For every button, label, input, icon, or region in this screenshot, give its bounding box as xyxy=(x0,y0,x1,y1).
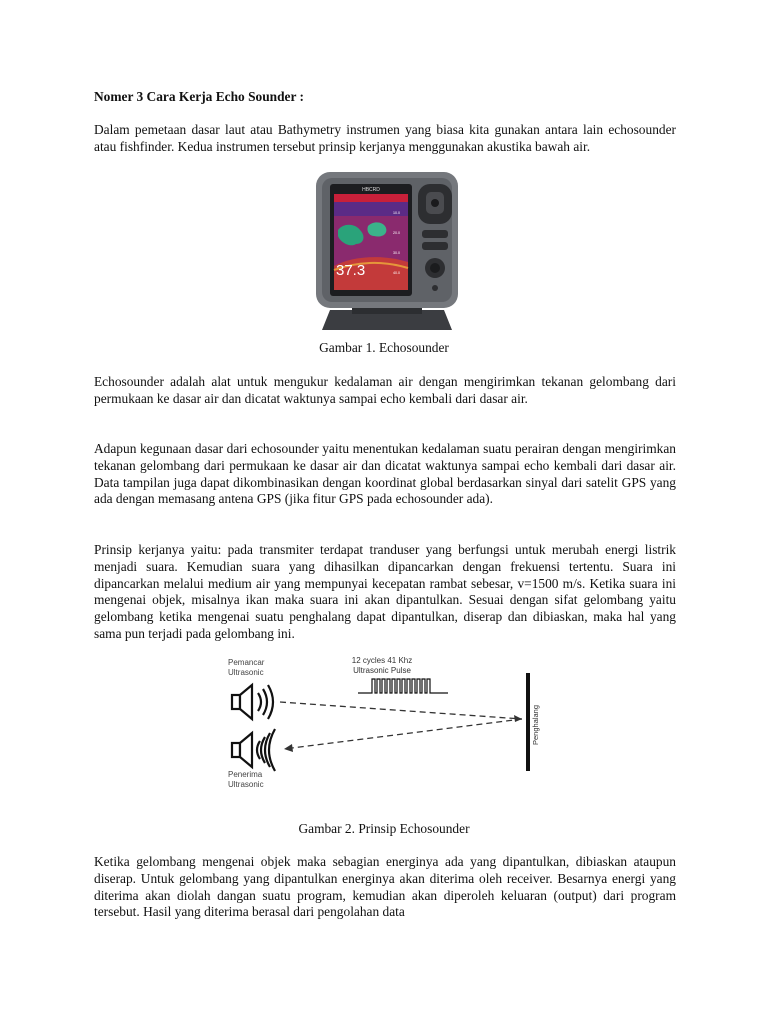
figure2-caption: Gambar 2. Prinsip Echosounder xyxy=(298,821,470,836)
section-heading: Nomer 3 Cara Kerja Echo Sounder : xyxy=(94,89,305,104)
svg-text:10.0: 10.0 xyxy=(393,211,400,215)
obstacle-label: Penghalang xyxy=(531,704,540,746)
svg-text:Ultrasonic Pulse: Ultrasonic Pulse xyxy=(353,666,411,675)
paragraph-intro: Dalam pemetaan dasar laut atau Bathymetry instrumen yang biasa kita gunakan antara lain echosounder atau fishfinder. Kedua instrumen tersebut prinsip kerjanya menggunakan akustika bawah air. xyxy=(94,122,676,154)
transmitter-label: Pemancar xyxy=(228,658,265,667)
svg-text:Ultrasonic: Ultrasonic xyxy=(228,780,264,789)
reflected-wave-ray xyxy=(284,719,522,749)
paragraph-purpose: Adapun kegunaan dasar dari echosounder yaitu menentukan kedalaman suatu perairan dengan mengirimkan tekanan gelombang dari permukaan ke dasar air dan dicatat waktunya sampai echo kembali dari dasar air. Data tampilan juga dapat dikombinasikan dengan koordinat global berdasarkan sinyal dari satelit GPS yang ada dengan memasang antena GPS (jika fitur GPS pada echosounder ada). xyxy=(94,441,676,507)
svg-text:Ultrasonic: Ultrasonic xyxy=(228,668,264,677)
device-brand: HBCRD xyxy=(362,187,380,193)
obstacle-bar xyxy=(526,673,530,771)
device-button xyxy=(422,242,448,250)
pulse-label: 12 cycles 41 Khz xyxy=(351,656,413,665)
paragraph-principle: Prinsip kerjanya yaitu: pada transmiter terdapat tranduser yang berfungsi untuk merubah energi listrik menjadi suara. Kemudian suara yang dihasilkan dipancarkan dengan frekuensi tertentu. Suara ini dipancarkan melalui medium air yang mempunyai kecepatan rambat sebesar, v=1500 m/s. Ketika suara ini mengenai objek, misalnya ikan maka suara ini akan dipantulkan. Sesuai dengan sifat gelombang yaitu gelombang ketika mengenai suatu penghalang dapat dipantulkan, diserap dan dibiaskan, maka hal yang sama pun terjadi pada gelombang ini. xyxy=(94,542,676,641)
ultrasonic-pulse-train xyxy=(358,679,448,693)
depth-readout: 37.3 xyxy=(336,262,366,279)
figure1-caption: Gambar 1. Echosounder xyxy=(319,340,449,355)
echosounder-device-image xyxy=(312,170,462,334)
receiver-label: Penerima xyxy=(228,770,263,779)
svg-text:40.0: 40.0 xyxy=(393,271,400,275)
echosounder-principle-diagram xyxy=(222,655,550,795)
receiver-speaker-icon xyxy=(232,729,275,771)
svg-text:30.0: 30.0 xyxy=(393,251,400,255)
paragraph-reflection: Ketika gelombang mengenai objek maka sebagian energinya ada yang dipantulkan, dibiaskan ataupun diserap. Untuk gelombang yang dipantulkan energinya akan diterima oleh receiver. Besarnya energi yang diterima akan diolah dangan suatu program, kemudian akan diperoleh keluaran (output) dari program tersebut. Hasil yang diterima berasal dari pengolahan data xyxy=(94,854,676,920)
transmitted-wave-ray xyxy=(280,702,522,719)
device-button xyxy=(422,230,448,238)
paragraph-definition: Echosounder adalah alat untuk mengukur kedalaman air dengan mengirimkan tekanan gelombang dari permukaan ke dasar air dan dicatat waktunya sampai echo kembali dari dasar air. xyxy=(94,374,676,406)
transmitter-speaker-icon xyxy=(232,685,273,719)
svg-text:20.0: 20.0 xyxy=(393,231,400,235)
